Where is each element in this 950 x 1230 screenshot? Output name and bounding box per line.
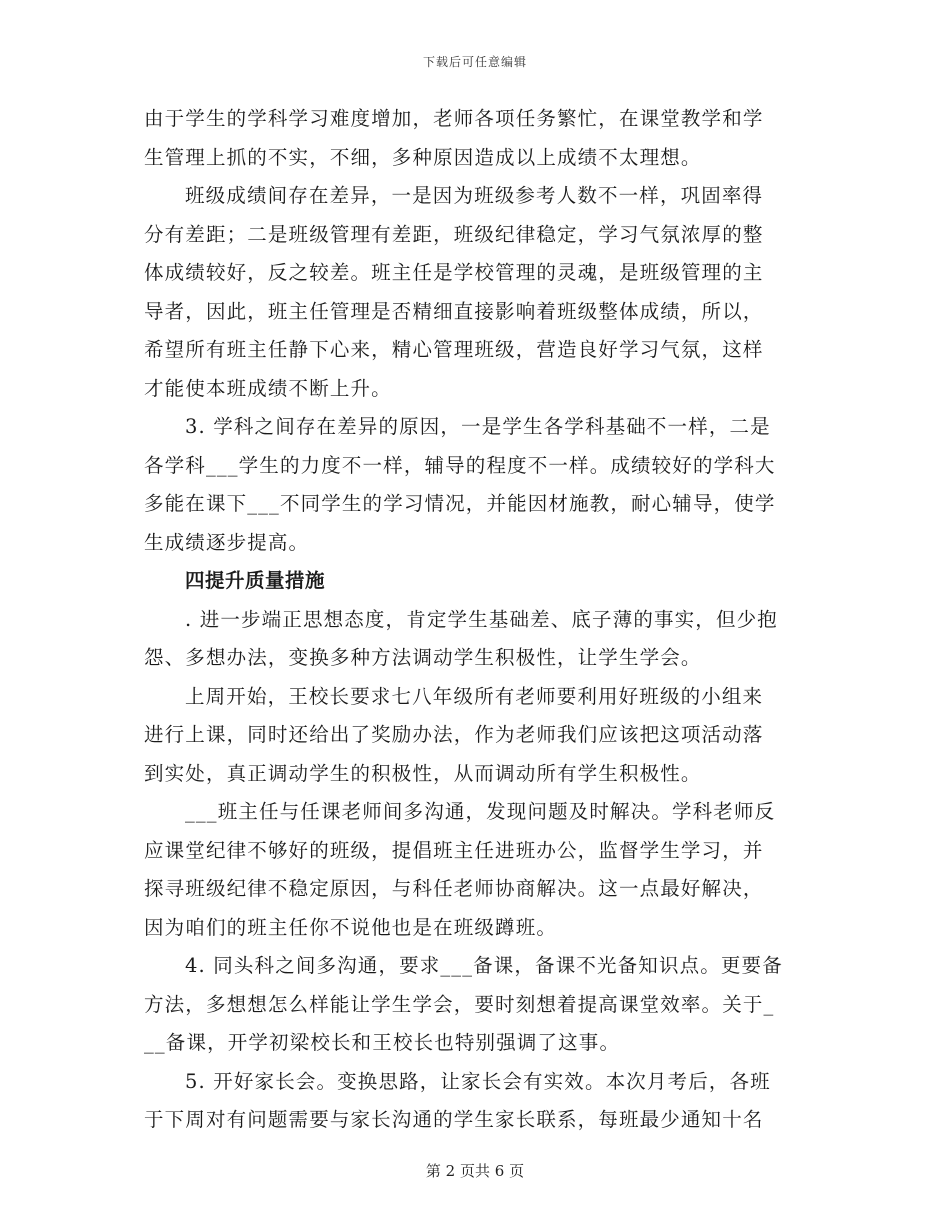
paragraph-line: __备课，开学初梁校长和王校长也特别强调了这事。 bbox=[144, 1031, 621, 1054]
paragraph-line: 各学科___学生的力度不一样，辅导的程度不一样。成绩较好的学科大 bbox=[144, 453, 776, 477]
paragraph-line: 才能使本班成绩不断上升。 bbox=[144, 376, 392, 400]
paragraph-line: 希望所有班主任静下心来，精心管理班级，营造良好学习气氛，这样 bbox=[144, 338, 764, 361]
paragraph-line: 5. 开好家长会。变换思路，让家长会有实效。本次月考后，各班 bbox=[185, 1069, 771, 1093]
paragraph-line: 3. 学科之间存在差异的原因，一是学生各学科基础不一样，二是 bbox=[185, 415, 771, 438]
page-header: 下载后可任意编辑 bbox=[422, 55, 527, 69]
paragraph-line: 班级成绩间存在差异，一是因为班级参考人数不一样，巩固率得 bbox=[185, 184, 764, 207]
paragraph-line: 进行上课，同时还给出了奖励办法，作为老师我们应该把这项活动落 bbox=[144, 723, 764, 746]
paragraph-line: 生管理上抓的不实，不细，多种原因造成以上成绩不太理想。 bbox=[144, 145, 702, 169]
paragraph-line: 于下周对有问题需要与家长沟通的学生家长联系，每班最少通知十名 bbox=[144, 1108, 764, 1131]
paragraph-line: 方法，多想想怎么样能让学生学会，要时刻想着提高课堂效率。关于_ bbox=[144, 992, 775, 1016]
paragraph-line: . 进一步端正思想态度，肯定学生基础差、底子薄的事实，但少抱 bbox=[185, 607, 778, 631]
page-number: 第 2 页共 6 页 bbox=[425, 1162, 525, 1180]
section-heading: 四提升质量措施 bbox=[185, 569, 326, 592]
paragraph-line: 生成绩逐步提高。 bbox=[144, 530, 310, 554]
paragraph-line: 因为咱们的班主任你不说他也是在班级蹲班。 bbox=[144, 915, 558, 939]
paragraph-line: ___班主任与任课老师间多沟通，发现问题及时解决。学科老师反 bbox=[185, 800, 776, 823]
paragraph-line: 多能在课下___不同学生的学习情况，并能因材施教，耐心辅导，使学 bbox=[144, 492, 776, 515]
paragraph-line: 怨、多想办法，变换多种方法调动学生积极性，让学生学会。 bbox=[144, 646, 702, 669]
paragraph-line: 导者，因此，班主任管理是否精细直接影响着班级整体成绩，所以， bbox=[144, 299, 764, 323]
paragraph-line: 4. 同头科之间多沟通，要求___备课，备课不光备知识点。更要备 bbox=[185, 954, 783, 977]
paragraph-line: 探寻班级纪律不稳定原因，与科任老师协商解决。这一点最好解决， bbox=[144, 877, 764, 900]
paragraph-line: 由于学生的学科学习难度增加，老师各项任务繁忙，在课堂教学和学 bbox=[144, 107, 764, 130]
paragraph-line: 应课堂纪律不够好的班级，提倡班主任进班办公，监督学生学习，并 bbox=[144, 838, 764, 862]
paragraph-line: 上周开始，王校长要求七八年级所有老师要利用好班级的小组来 bbox=[185, 684, 764, 708]
paragraph-line: 分有差距；二是班级管理有差距，班级纪律稳定，学习气氛浓厚的整 bbox=[144, 222, 764, 246]
document-body bbox=[144, 100, 806, 1140]
paragraph-line: 体成绩较好，反之较差。班主任是学校管理的灵魂，是班级管理的主 bbox=[144, 261, 764, 284]
paragraph-line: 到实处，真正调动学生的积极性，从而调动所有学生积极性。 bbox=[144, 761, 702, 785]
